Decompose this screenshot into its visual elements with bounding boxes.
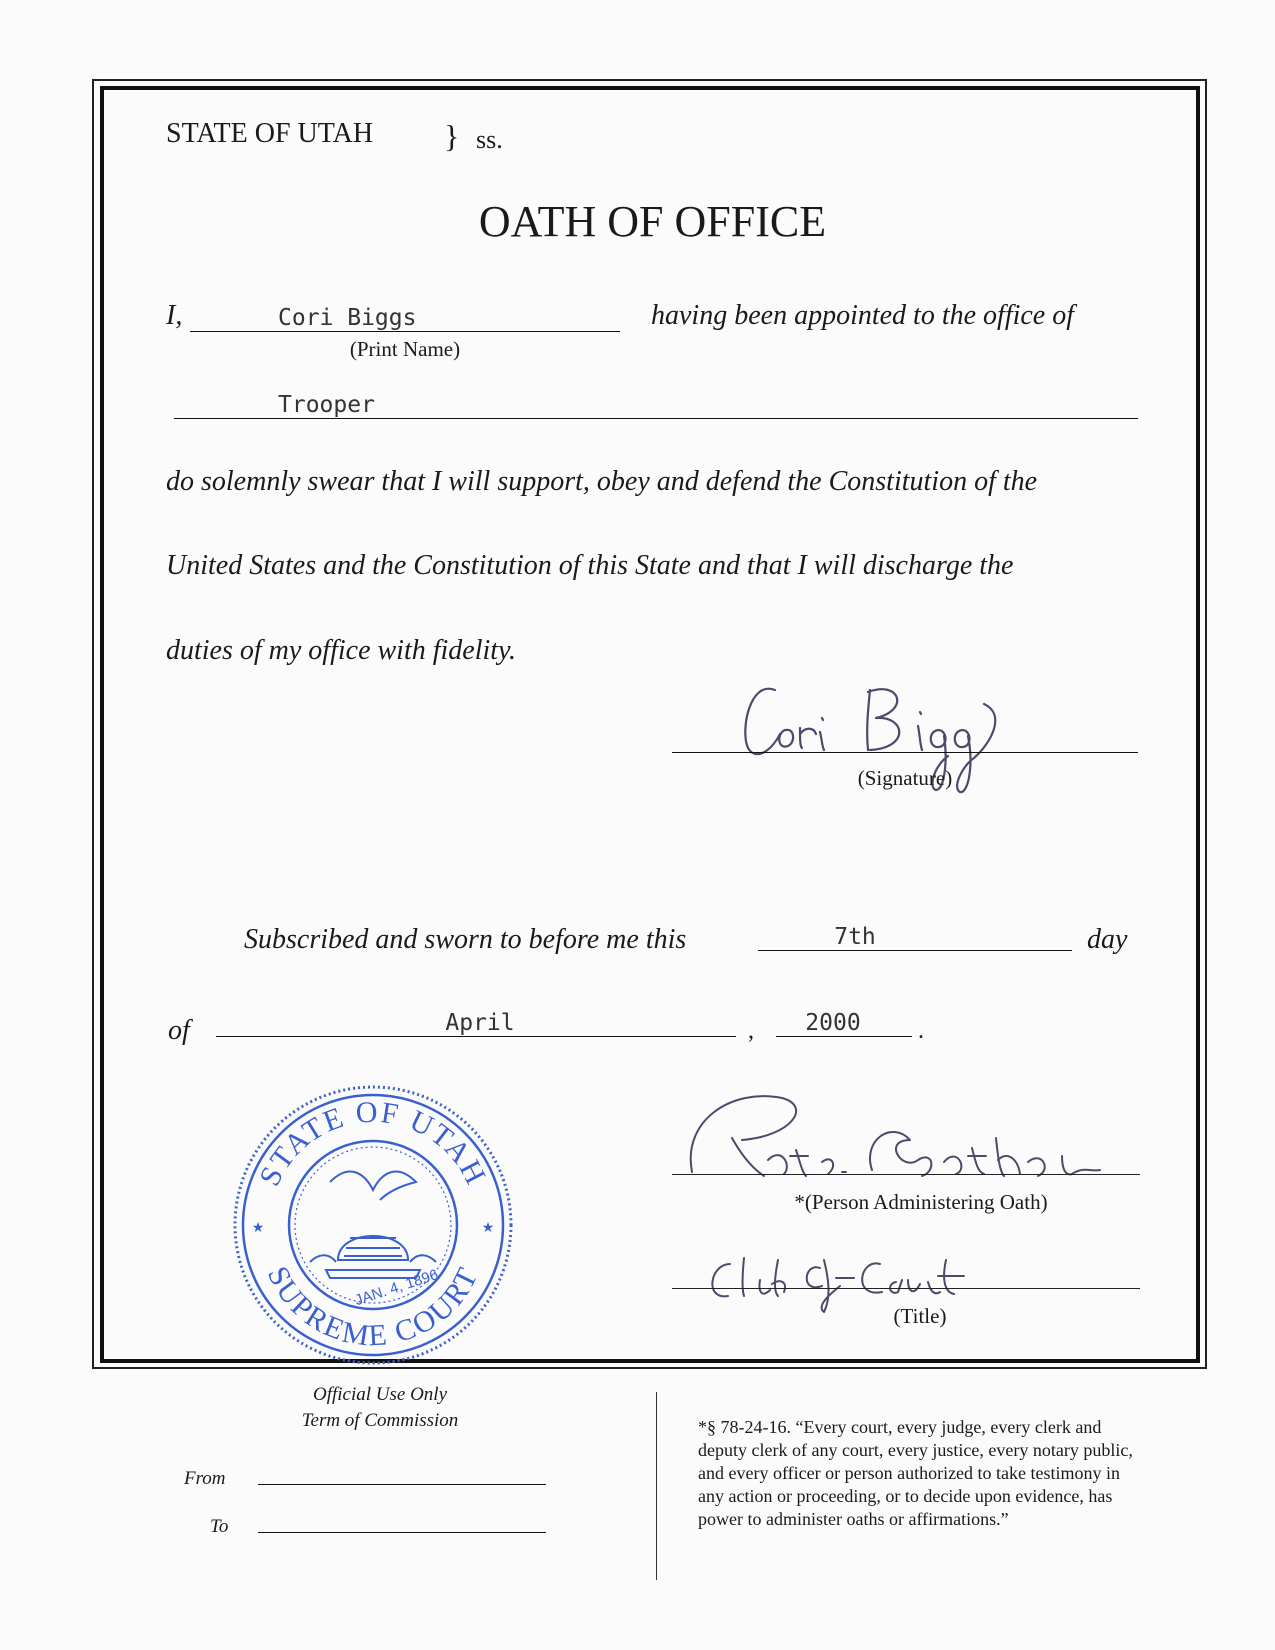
- statute-line-2: deputy clerk of any court, every justice, every notary public,: [698, 1440, 1133, 1460]
- from-label: From: [184, 1468, 226, 1489]
- appointed-text: having been appointed to the office of: [651, 300, 1075, 331]
- name-line: [190, 331, 620, 332]
- signature-line: [672, 752, 1138, 753]
- day-label: day: [1087, 924, 1128, 955]
- official-use-label: Official Use Only: [312, 1384, 448, 1405]
- term-label: Term of Commission: [301, 1410, 459, 1431]
- office-value: Trooper: [278, 392, 375, 418]
- brace-mark: }: [444, 118, 460, 154]
- oath-body-line-2: United States and the Constitution of this State and that I will discharge the: [166, 550, 1014, 581]
- day-value: 7th: [834, 924, 876, 950]
- oath-body-line-3: duties of my office with fidelity.: [166, 635, 516, 666]
- footer-divider: [656, 1392, 657, 1580]
- svg-text:JAN. 4, 1896: JAN. 4, 1896: [352, 1266, 441, 1310]
- supreme-court-seal: [230, 1082, 516, 1368]
- day-line: [758, 950, 1072, 951]
- print-name-caption: (Print Name): [349, 337, 461, 361]
- office-line: [174, 418, 1138, 419]
- title-caption: (Title): [893, 1304, 947, 1328]
- svg-text:SUPREME COURT: SUPREME COURT: [260, 1261, 486, 1353]
- administrator-caption: *(Person Administering Oath): [794, 1190, 1048, 1214]
- svg-text:★: ★: [481, 1221, 495, 1236]
- signature-caption: (Signature): [857, 766, 953, 790]
- of-label: of: [168, 1015, 190, 1046]
- statute-text: [698, 1416, 1218, 1531]
- statute-line-3: and every officer or person authorized to take testimony in: [698, 1463, 1121, 1483]
- year-line: [776, 1036, 912, 1037]
- month-line: [216, 1036, 736, 1037]
- date-period: .: [918, 1018, 924, 1044]
- state-name: STATE OF UTAH: [166, 118, 374, 149]
- i-prefix: I,: [166, 300, 183, 331]
- statute-line-1: *§ 78-24-16. “Every court, every judge, every clerk and: [698, 1417, 1102, 1437]
- date-comma: ,: [748, 1018, 754, 1044]
- statute-line-4: any action or proceeding, or to decide upon evidence, has: [698, 1486, 1113, 1506]
- year-value: 2000: [805, 1010, 861, 1036]
- state-heading: [166, 118, 373, 150]
- month-value: April: [445, 1010, 515, 1036]
- svg-text:STATE OF UTAH: STATE OF UTAH: [253, 1095, 493, 1192]
- ss-mark: ss.: [476, 125, 503, 154]
- page-title: OATH OF OFFICE: [478, 197, 827, 246]
- title-line: [672, 1288, 1140, 1289]
- to-line: [258, 1532, 546, 1533]
- statute-line-5: power to administer oaths or affirmations.”: [698, 1509, 1009, 1529]
- from-line: [258, 1484, 546, 1485]
- handwritten-title: [700, 1234, 1080, 1314]
- oath-body-line-1: do solemnly swear that I will support, obey and defend the Constitution of the: [166, 466, 1038, 497]
- administrator-line: [672, 1174, 1140, 1175]
- svg-text:★: ★: [251, 1221, 265, 1236]
- sworn-text: Subscribed and sworn to before me this: [244, 924, 687, 955]
- to-label: To: [210, 1516, 229, 1537]
- printed-name: Cori Biggs: [278, 305, 417, 331]
